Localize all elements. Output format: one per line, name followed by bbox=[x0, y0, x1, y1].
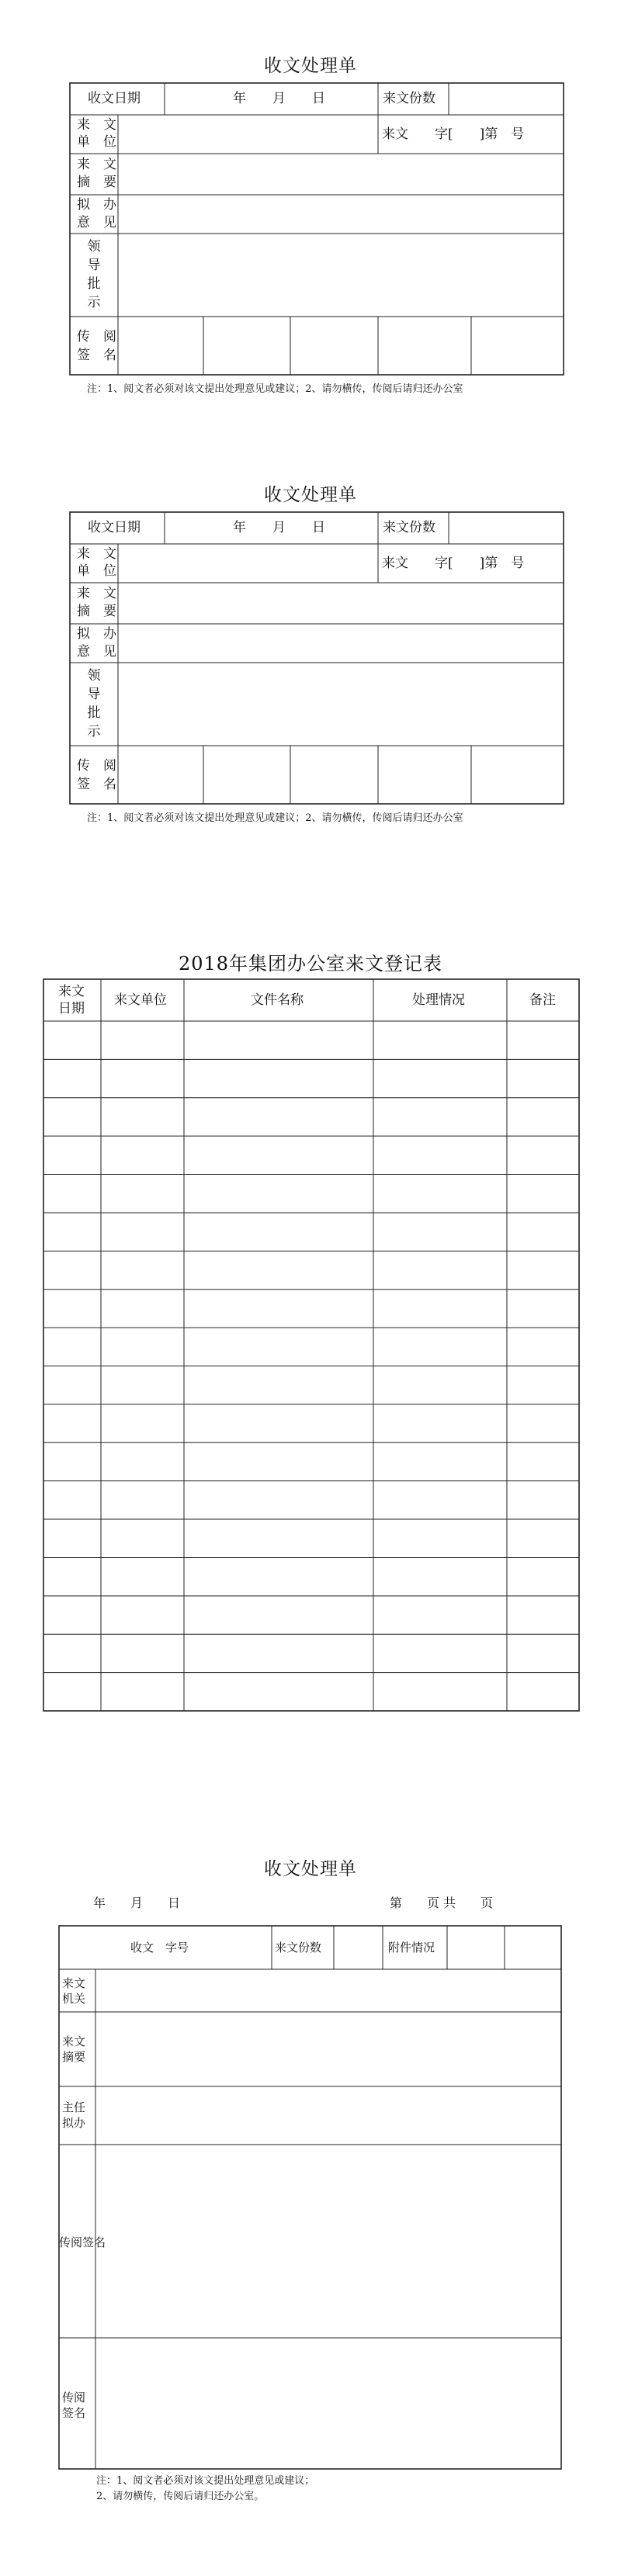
form2-leader-label: 领 导 批 示 bbox=[87, 668, 101, 739]
form3-circulate-label-b1: 传阅 bbox=[62, 2391, 86, 2405]
form2-doc-number[interactable]: 来文 字[ ]第 号 bbox=[382, 556, 525, 571]
form3-summary-label-2: 摘要 bbox=[62, 2050, 86, 2064]
form1-opinion-label-1: 拟 办 bbox=[77, 197, 116, 213]
register-header-date-2: 日期 bbox=[58, 1001, 85, 1016]
form3-circulate-label-b2: 签名 bbox=[62, 2406, 86, 2420]
form3-note-line2: 2、请勿横传，传阅后请归还办公室。 bbox=[96, 2491, 265, 2502]
form1-doc-number[interactable]: 来文 字[ ]第 号 bbox=[382, 126, 525, 142]
form2-summary-label-2: 摘 要 bbox=[77, 604, 116, 619]
form1-title: 收文处理单 bbox=[264, 56, 357, 76]
form2-summary-label-1: 来 文 bbox=[77, 586, 116, 601]
form1-circulate-label-1: 传 阅 bbox=[77, 329, 116, 345]
form1-opinion-label-2: 意 见 bbox=[77, 215, 116, 230]
form3-note-line1: 注：1、阅文者必须对该文提出处理意见或建议； bbox=[96, 2475, 315, 2487]
register-header-filename: 文件名称 bbox=[251, 992, 304, 1008]
form1-sender-label-2: 单 位 bbox=[77, 134, 116, 150]
form3-title: 收文处理单 bbox=[264, 1859, 357, 1879]
form1-sender-label-1: 来 文 bbox=[77, 117, 116, 133]
form3-director-label-2: 拟办 bbox=[62, 2116, 86, 2130]
form1-circulate-label-2: 签 名 bbox=[77, 348, 116, 363]
form3-attachment-label: 附件情况 bbox=[388, 1941, 435, 1955]
form3-org-label-2: 机关 bbox=[62, 1992, 86, 2006]
form2-circulate-label-1: 传 阅 bbox=[77, 758, 116, 774]
form3-circulate-label-a: 传阅签名 bbox=[59, 2235, 106, 2249]
form1-summary-label-2: 摘 要 bbox=[77, 175, 116, 190]
form2-opinion-label-2: 意 见 bbox=[77, 644, 116, 660]
form2-opinion-label-1: 拟 办 bbox=[77, 626, 116, 642]
form1-note: 注：1、阅文者必须对该文提出处理意见或建议；2、请勿横传，传阅后请归还办公室 bbox=[87, 383, 463, 395]
form3-org-label-1: 来文 bbox=[62, 1976, 86, 1990]
form2-copies-label: 来文份数 bbox=[383, 520, 435, 535]
form2-circulate-label-2: 签 名 bbox=[77, 777, 116, 792]
form3-copies-label: 来文份数 bbox=[275, 1941, 322, 1955]
form2-receive-date-label: 收文日期 bbox=[88, 520, 141, 535]
form1-receive-date-label: 收文日期 bbox=[88, 91, 141, 106]
register-header-unit: 来文单位 bbox=[114, 992, 167, 1008]
register-header-remarks: 备注 bbox=[529, 992, 556, 1008]
form2-note: 注：1、阅文者必须对该文提出处理意见或建议；2、请勿横传，传阅后请归还办公室 bbox=[87, 812, 463, 824]
form1-leader-label: 领 导 批 示 bbox=[87, 239, 101, 310]
form3-summary-label-1: 来文 bbox=[62, 2034, 86, 2048]
form2-title: 收文处理单 bbox=[264, 485, 357, 505]
form1-date-field[interactable]: 年 月 日 bbox=[233, 91, 325, 106]
form2-sender-label-1: 来 文 bbox=[77, 546, 116, 562]
register-header-date-1: 来文 bbox=[58, 984, 85, 999]
form3-date-line[interactable]: 年 月 日 bbox=[93, 1896, 181, 1910]
form3-doc-number-label: 收文 字号 bbox=[130, 1941, 189, 1955]
form3-director-label-1: 主任 bbox=[62, 2100, 86, 2114]
register-title: 2018年集团办公室来文登记表 bbox=[178, 953, 443, 975]
form3-page-line: 第 页 共 页 bbox=[390, 1896, 494, 1910]
form1-copies-label: 来文份数 bbox=[383, 91, 435, 106]
form2-sender-label-2: 单 位 bbox=[77, 563, 116, 579]
register-header-status: 处理情况 bbox=[412, 992, 465, 1008]
form2-date-field[interactable]: 年 月 日 bbox=[233, 520, 325, 535]
form1-summary-label-1: 来 文 bbox=[77, 157, 116, 172]
